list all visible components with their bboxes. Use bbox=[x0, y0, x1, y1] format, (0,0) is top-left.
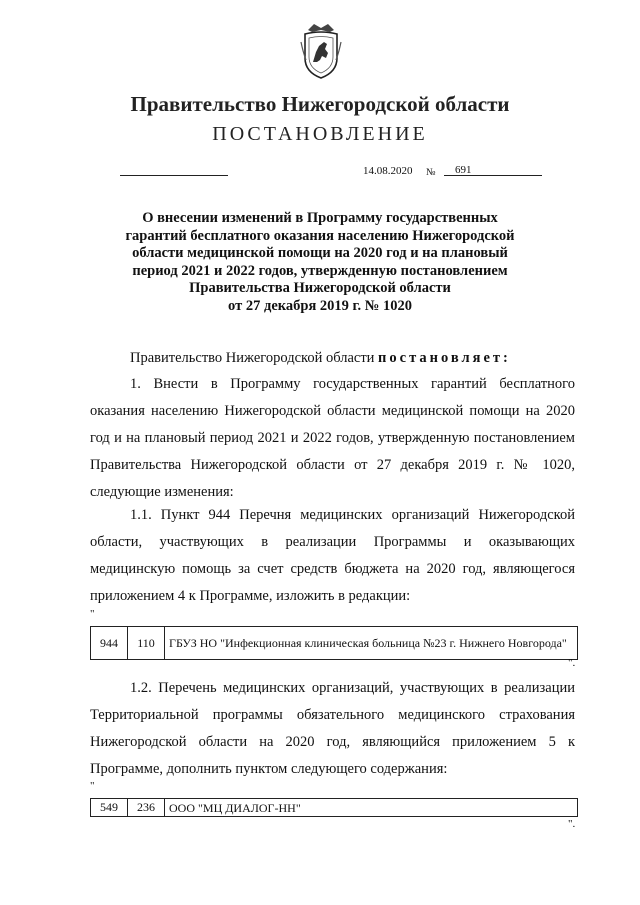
paragraph-1: 1. Внести в Программу государственных гарантий бесплатного оказания населению Нижегородской области медицинской помощи на 2020 год и на плановый период 2021 и 2022 годов, утвержденную постановлением Правительства Нижегородской области от 27 декабря 2019 г. № 1020, следующие изменения: bbox=[90, 376, 575, 500]
subject-line: области медицинской помощи на 2020 год и на плановый bbox=[132, 245, 508, 261]
table-cell: 110 bbox=[128, 627, 165, 660]
document-subject bbox=[110, 210, 530, 315]
organizations-table-2 bbox=[90, 798, 578, 817]
organizations-table-1 bbox=[90, 626, 578, 660]
quote-open: " bbox=[90, 780, 95, 792]
table-cell: ГБУЗ НО "Инфекционная клиническая больница №23 г. Нижнего Новгорода" bbox=[165, 627, 578, 660]
registration-line bbox=[120, 175, 228, 176]
document-number: 691 bbox=[455, 164, 472, 176]
table-cell: ООО "МЦ ДИАЛОГ-НН" bbox=[165, 799, 578, 817]
coat-of-arms-icon bbox=[300, 22, 342, 80]
table-row bbox=[91, 627, 578, 660]
paragraph-1-2: 1.2. Перечень медицинских организаций, участвующих в реализации Территориальной программы обязательного медицинского страхования Нижегородской области на 2020 год, являющийся приложением 5 к Программе, дополнить пунктом следующего содержания: bbox=[90, 680, 575, 777]
subject-line: от 27 декабря 2019 г. № 1020 bbox=[228, 297, 412, 314]
intro-text: Правительство Нижегородской области bbox=[130, 350, 379, 366]
subject-line: О внесении изменений в Программу государственных bbox=[142, 210, 498, 226]
document-date: 14.08.2020 bbox=[363, 165, 413, 177]
government-title: Правительство Нижегородской области bbox=[130, 92, 510, 116]
number-line bbox=[444, 175, 542, 176]
table-cell: 944 bbox=[91, 627, 128, 660]
quote-open: " bbox=[90, 608, 95, 620]
intro-keyword: постановляет: bbox=[378, 350, 511, 366]
document-type: ПОСТАНОВЛЕНИЕ bbox=[212, 123, 428, 145]
subject-line: гарантий бесплатного оказания населению Нижегородской bbox=[125, 227, 515, 244]
table-row bbox=[91, 799, 578, 817]
table-cell: 549 bbox=[91, 799, 128, 817]
subject-line: Правительства Нижегородской области bbox=[189, 280, 451, 296]
subject-line: период 2021 и 2022 годов, утвержденную постановлением bbox=[132, 262, 508, 279]
paragraph-1-1: 1.1. Пункт 944 Перечня медицинских организаций Нижегородской области, участвующих в реализации Программы и оказывающих медицинскую помощь за счет средств бюджета на 2020 год, являющегося приложением 4 к Программе, изложить в редакции: bbox=[90, 507, 575, 604]
number-sign: № bbox=[426, 167, 436, 178]
quote-close: ". bbox=[568, 657, 576, 669]
quote-close: ". bbox=[568, 818, 576, 830]
intro-paragraph bbox=[90, 345, 575, 372]
table-cell: 236 bbox=[128, 799, 165, 817]
